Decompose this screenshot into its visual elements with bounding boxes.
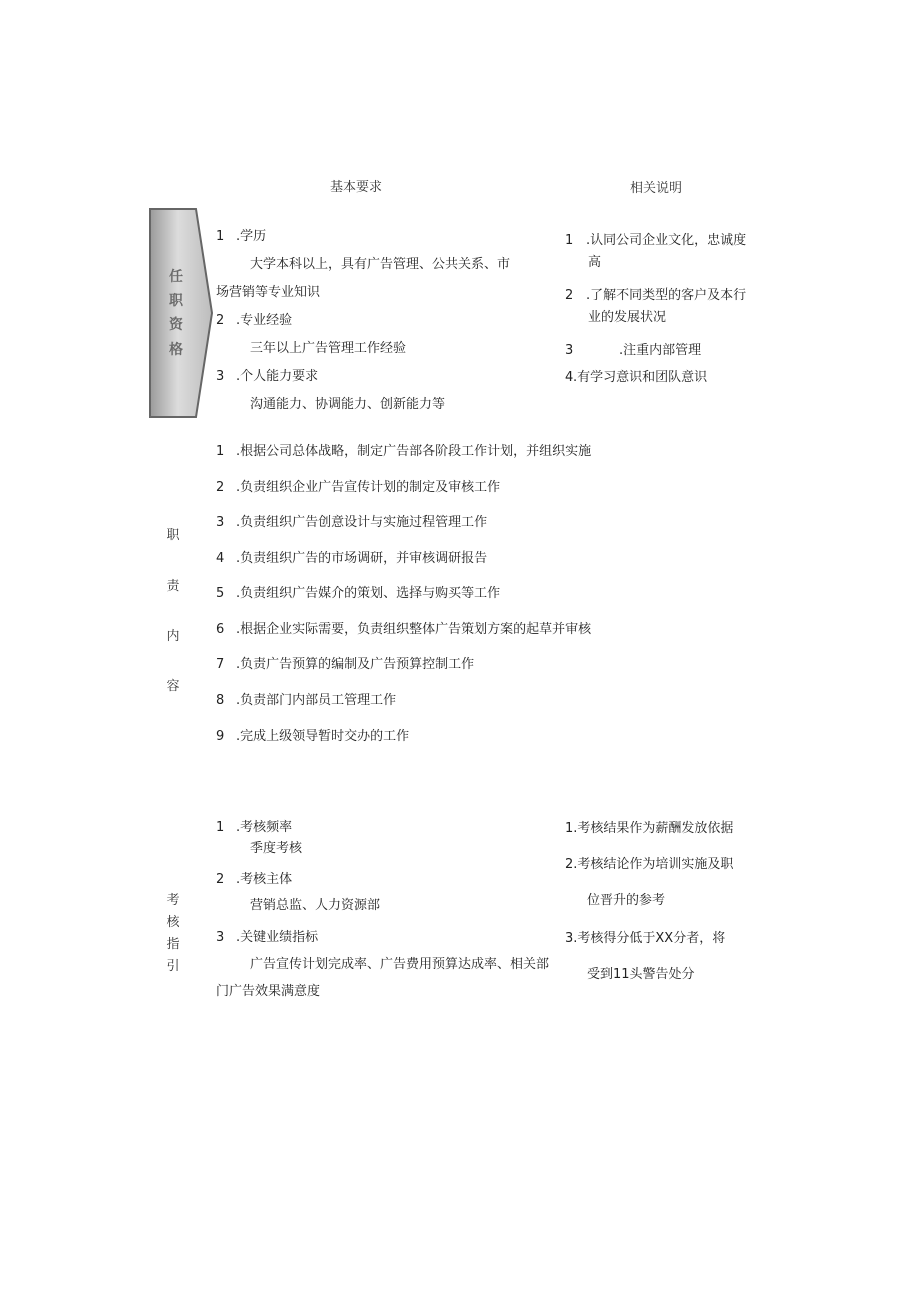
duties-label-char-1: 职 (166, 528, 180, 543)
header-related-notes: 相关说明 (630, 181, 683, 196)
qual-related-4-line1: .有学习意识和团队意识 (573, 370, 708, 385)
assess-basic-2-num: 2 (216, 872, 225, 887)
qual-related-2-num: 2 (565, 288, 574, 303)
qual-related-3-num: 3 (565, 343, 574, 358)
qual-related-1-line1: .认同公司企业文化，忠诚度 (586, 233, 747, 248)
assess-related-1-line1: 1.考核结果作为薪酬发放依据 (565, 821, 734, 836)
duty-item-3-text: .负责组织广告创意设计与实施过程管理工作 (236, 515, 488, 530)
qual-basic-item-1-num: 1 (216, 229, 225, 244)
badge-char-3: 资 (169, 317, 183, 333)
qual-related-1-line2: 高 (588, 255, 602, 270)
qual-related-3-line1: .注重内部管理 (619, 343, 702, 358)
header-basic-requirements: 基本要求 (330, 180, 383, 195)
duty-item-7-text: .负责广告预算的编制及广告预算控制工作 (236, 657, 475, 672)
duty-item-1-text: .根据公司总体战略，制定广告部各阶段工作计划，并组织实施 (236, 444, 592, 459)
qual-related-2-line1: .了解不同类型的客户及本行 (586, 288, 747, 303)
badge-char-2: 职 (169, 293, 183, 309)
duty-item-2-num: 2 (216, 480, 225, 495)
duty-item-4-num: 4 (216, 551, 225, 566)
duty-item-6-text: .根据企业实际需要，负责组织整体广告策划方案的起草并审核 (236, 622, 592, 637)
assess-related-3-line2: 受到11头警告处分 (587, 967, 695, 982)
assess-label-char-2: 核 (166, 915, 180, 930)
duty-item-8-num: 8 (216, 693, 225, 708)
assess-basic-1-title: .考核频率 (236, 820, 293, 835)
qual-basic-item-2-detail: 三年以上广告管理工作经验 (250, 341, 407, 356)
duties-label-char-4: 容 (166, 679, 180, 694)
qual-basic-item-1-detail-cont: 场营销等专业知识 (216, 285, 321, 300)
assess-related-2-line1: 2.考核结论作为培训实施及职 (565, 857, 734, 872)
duties-label-char-2: 责 (166, 579, 180, 594)
badge-char-4: 格 (169, 342, 183, 358)
qual-related-1-num: 1 (565, 233, 574, 248)
qual-basic-item-1-title: .学历 (236, 229, 267, 244)
duty-item-3-num: 3 (216, 515, 225, 530)
qual-related-2-line2: 业的发展状况 (588, 310, 667, 325)
qual-basic-item-3-title: .个人能力要求 (236, 369, 319, 384)
qual-basic-item-3-detail: 沟通能力、协调能力、创新能力等 (250, 397, 446, 412)
assess-basic-3-num: 3 (216, 930, 225, 945)
assess-basic-3-detail-cont: 门广告效果满意度 (216, 984, 321, 999)
assess-basic-1-num: 1 (216, 820, 225, 835)
assess-basic-1-detail: 季度考核 (250, 841, 303, 856)
duty-item-5-text: .负责组织广告媒介的策划、选择与购买等工作 (236, 586, 501, 601)
assess-label-char-1: 考 (166, 893, 180, 908)
qual-basic-item-1-detail: 大学本科以上，具有广告管理、公共关系、市 (250, 257, 511, 272)
qual-related-4-num: 4 (565, 370, 574, 385)
assess-label-char-4: 引 (166, 959, 180, 974)
duty-item-8-text: .负责部门内部员工管理工作 (236, 693, 397, 708)
duty-item-6-num: 6 (216, 622, 225, 637)
duty-item-2-text: .负责组织企业广告宣传计划的制定及审核工作 (236, 480, 501, 495)
assess-related-2-line2: 位晋升的参考 (587, 893, 666, 908)
duty-item-7-num: 7 (216, 657, 225, 672)
duties-label-char-3: 内 (166, 629, 180, 644)
qual-basic-item-3-num: 3 (216, 369, 225, 384)
duty-item-4-text: .负责组织广告的市场调研，并审核调研报告 (236, 551, 488, 566)
duty-item-9-text: .完成上级领导暂时交办的工作 (236, 729, 410, 744)
assess-basic-3-title: .关键业绩指标 (236, 930, 319, 945)
qualification-badge-arrow (148, 207, 214, 419)
assess-basic-2-detail: 营销总监、人力资源部 (250, 898, 381, 913)
qual-basic-item-2-title: .专业经验 (236, 313, 293, 328)
duty-item-9-num: 9 (216, 729, 225, 744)
badge-char-1: 任 (169, 269, 183, 285)
assess-label-char-3: 指 (166, 937, 180, 952)
assess-basic-2-title: .考核主体 (236, 872, 293, 887)
duty-item-5-num: 5 (216, 586, 225, 601)
duty-item-1-num: 1 (216, 444, 225, 459)
assess-basic-3-detail: 广告宣传计划完成率、广告费用预算达成率、相关部 (250, 957, 550, 972)
qual-basic-item-2-num: 2 (216, 313, 225, 328)
assess-related-3-line1: 3.考核得分低于XX分者，将 (565, 931, 726, 946)
